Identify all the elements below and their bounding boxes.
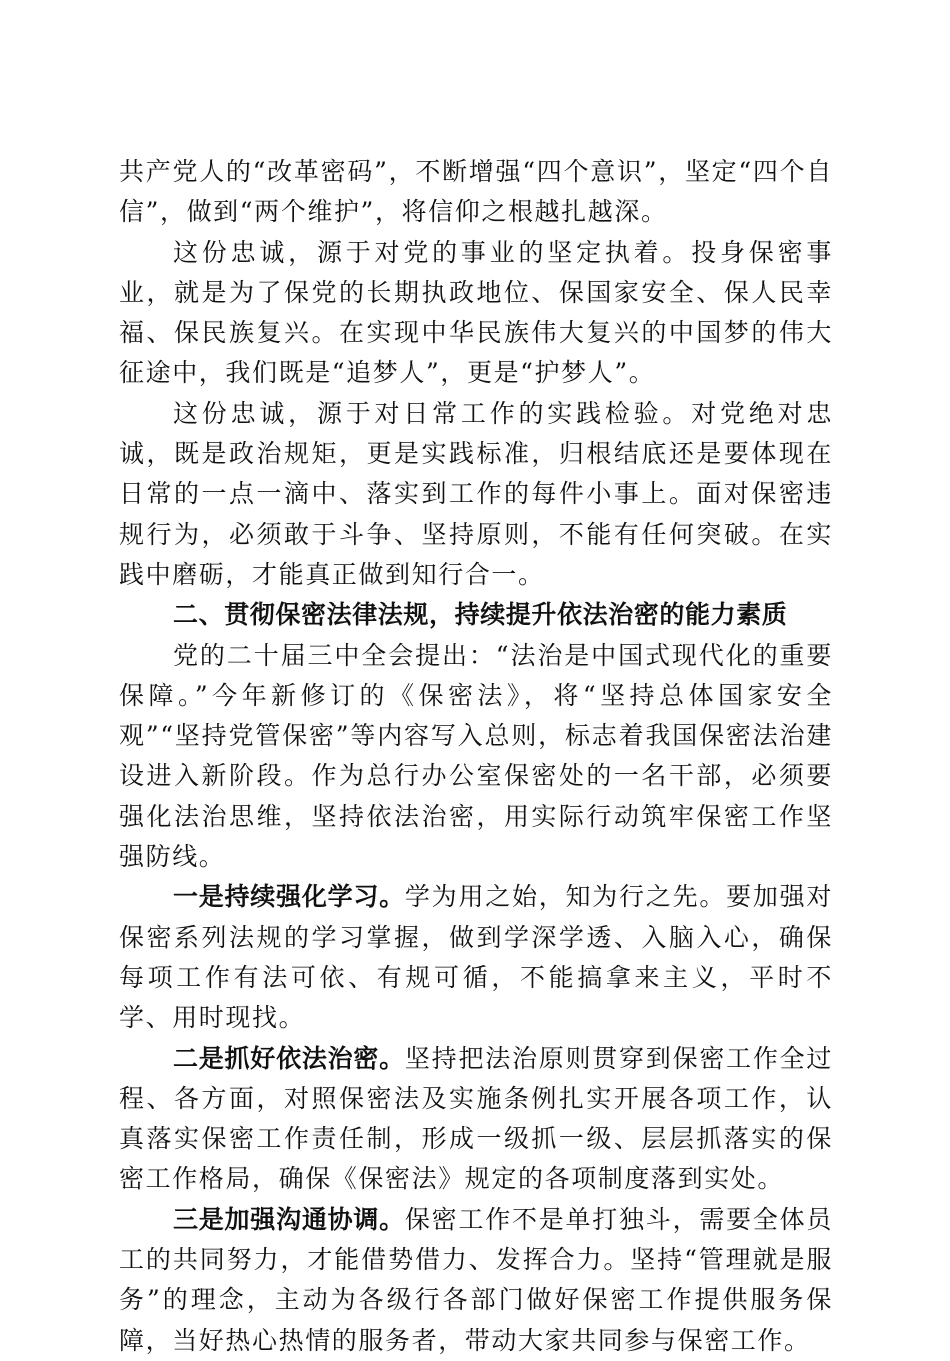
point-1-lead: 一是持续强化学习。 bbox=[173, 882, 405, 912]
paragraph-rule-of-law: 党的二十届三中全会提出：“法治是中国式现代化的重要保障。”今年新修订的《保密法》，将“坚持总体国家安全观”“坚持党管保密”等内容写入总则，标志着我国保密法治建设进入新阶段。作为总行办公室保密处的一名干部，必须要强化法治思维，坚持依法治密，用实际行动筑牢保密工作坚强防线。 bbox=[119, 640, 833, 872]
document-body bbox=[119, 152, 833, 1361]
paragraph-point-1 bbox=[119, 877, 833, 1038]
paragraph-continuation: 共产党人的“改革密码”，不断增强“四个意识”，坚定“四个自信”，做到“两个维护”，将信仰之根越扎越深。 bbox=[119, 157, 833, 227]
section-heading-2: 二、贯彻保密法律法规，持续提升依法治密的能力素质 bbox=[173, 600, 788, 630]
point-3-text: 保密工作不是单打独斗，需要全体员工的共同努力，才能借势借力、发挥合力。坚持“管理就是服务”的理念，主动为各级行各部门做好保密工作提供服务保障，当好热心热情的服务者，带动大家共同参与保密工作。 bbox=[119, 1204, 833, 1355]
point-1-text: 学为用之始，知为行之先。要加强对保密系列法规的学习掌握，做到学深学透、入脑入心，确保每项工作有法可依、有规可循，不能搞拿来主义，平时不学、用时现找。 bbox=[119, 882, 833, 1033]
point-3-lead: 三是加强沟通协调。 bbox=[173, 1204, 405, 1234]
paragraph-point-2 bbox=[119, 1039, 833, 1200]
paragraph-point-3 bbox=[119, 1200, 833, 1361]
paragraph-loyalty-practice: 这份忠诚，源于对日常工作的实践检验。对党绝对忠诚，既是政治规矩，更是实践标准，归根结底还是要体现在日常的一点一滴中、落实到工作的每件小事上。面对保密违规行为，必须敢于斗争、坚持原则，不能有任何突破。在实践中磨砺，才能真正做到知行合一。 bbox=[119, 398, 833, 589]
point-2-text: 坚持把法治原则贯穿到保密工作全过程、各方面，对照保密法及实施条例扎实开展各项工作，认真落实保密工作责任制，形成一级抓一级、层层抓落实的保密工作格局，确保《保密法》规定的各项制度落到实处。 bbox=[119, 1043, 833, 1194]
paragraph-loyalty-cause: 这份忠诚，源于对党的事业的坚定执着。投身保密事业，就是为了保党的长期执政地位、保国家安全、保人民幸福、保民族复兴。在实现中华民族伟大复兴的中国梦的伟大征途中，我们既是“追梦人”，更是“护梦人”。 bbox=[119, 237, 833, 388]
point-2-lead: 二是抓好依法治密。 bbox=[173, 1043, 405, 1073]
